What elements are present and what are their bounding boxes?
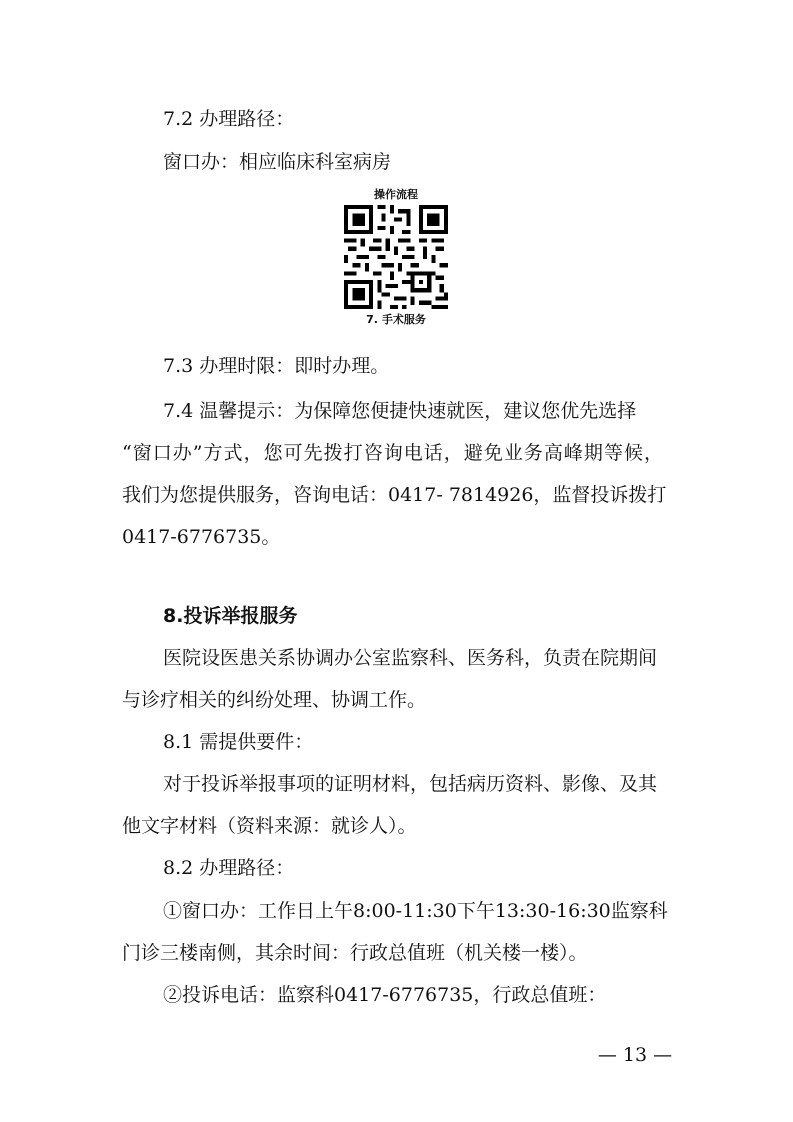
section-7-3-time-limit: 7.3 办理时限：即时办理。 xyxy=(163,355,390,377)
tips-line-2: “窗口办”方式，您可先拨打咨询电话，避免业务高峰期等候， xyxy=(122,442,663,464)
section-7-2-heading: 7.2 办理路径： xyxy=(163,108,295,130)
intro-line-1: 医院设医患关系协调办公室监察科、医务科，负责在院期间 xyxy=(163,647,658,669)
qr-code-block xyxy=(340,188,452,327)
window-hours-line-2: 门诊三楼南侧，其余时间：行政总值班（机关楼一楼）。 xyxy=(122,942,588,964)
window-hours-line-1: ①窗口办：工作日上午8:00-11:30下午13:30-16:30监察科 xyxy=(163,900,668,922)
tips-line-4: 0417-6776735。 xyxy=(122,526,281,548)
section-8-2-heading: 8.2 办理路径： xyxy=(163,857,295,879)
qr-caption: 7. 手术服务 xyxy=(366,313,426,326)
page-number: — 13 — xyxy=(597,1044,673,1066)
requirements-line-1: 对于投诉举报事项的证明材料，包括病历资料、影像、及其 xyxy=(163,773,658,795)
qr-title: 操作流程 xyxy=(374,188,418,201)
section-8-1-heading: 8.1 需提供要件： xyxy=(163,731,314,753)
complaint-phone-line: ②投诉电话：监察科0417-6776735，行政总值班： xyxy=(163,984,607,1006)
section-8-heading: 8.投诉举报服务 xyxy=(163,605,298,627)
tips-line-3: 我们为您提供服务，咨询电话：0417- 7814926，监督投诉拨打 xyxy=(122,484,667,506)
qr-code-icon[interactable] xyxy=(344,205,448,309)
intro-line-2: 与诊疗相关的纠纷处理、协调工作。 xyxy=(122,689,427,711)
requirements-line-2: 他文字材料（资料来源：就诊人）。 xyxy=(122,815,417,837)
window-office-text: 窗口办：相应临床科室病房 xyxy=(163,151,392,173)
tips-line-1: 7.4 温馨提示：为保障您便捷快速就医，建议您优先选择 xyxy=(163,400,637,422)
